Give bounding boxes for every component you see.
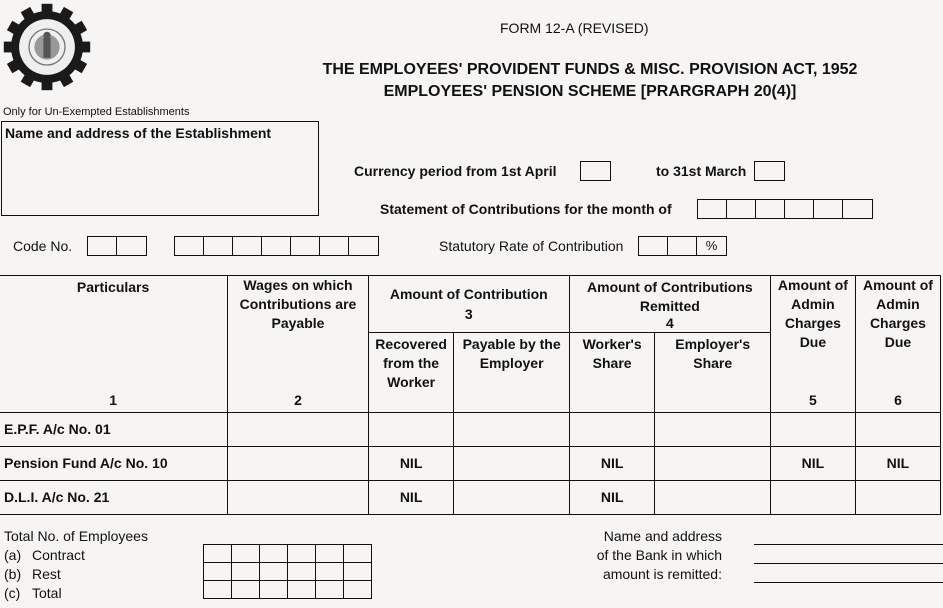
currency-from-field[interactable] — [580, 161, 611, 181]
count-box[interactable] — [260, 563, 288, 581]
cell-wages[interactable] — [228, 481, 369, 515]
employees-item-rest — [4, 565, 148, 584]
cell-particulars: Pension Fund A/c No. 10 — [0, 447, 228, 481]
act-title-line1: THE EMPLOYEES' PROVIDENT FUNDS & MISC. PROVISION ACT, 1952 — [322, 61, 858, 78]
column-number-3: 3 — [464, 306, 473, 322]
code-label: Code No. — [13, 238, 73, 254]
statement-month-field[interactable] — [697, 199, 873, 219]
code-number-box[interactable] — [291, 237, 320, 255]
header-employers-share: Employer's Share — [655, 333, 770, 413]
cell-employers-share[interactable] — [655, 447, 770, 481]
cell-workers-share[interactable]: NIL — [569, 447, 655, 481]
bank-label — [560, 527, 722, 584]
count-box[interactable] — [288, 581, 316, 599]
bank-address-line-2[interactable] — [754, 563, 943, 564]
rate-box[interactable] — [639, 237, 668, 255]
statutory-rate-label: Statutory Rate of Contribution — [439, 238, 624, 254]
count-box[interactable] — [232, 563, 260, 581]
currency-from-label: Currency period from 1st April — [354, 163, 557, 179]
cell-admin-5[interactable]: NIL — [770, 447, 855, 481]
cell-admin-5[interactable] — [770, 413, 855, 447]
bank-label-line2: of the Bank in which — [596, 547, 722, 563]
employees-section — [4, 527, 148, 603]
item-label: Total — [32, 585, 62, 601]
count-box[interactable] — [316, 563, 344, 581]
currency-to-label: to 31st March — [656, 163, 747, 179]
cell-recovered[interactable] — [368, 413, 454, 447]
cell-payable[interactable] — [454, 413, 569, 447]
establishment-label: Name and address of the Establishment — [5, 125, 272, 141]
rest-count-row — [204, 563, 372, 581]
code-prefix-field[interactable] — [87, 236, 147, 256]
month-box[interactable] — [843, 200, 872, 218]
header-wages — [228, 276, 369, 413]
month-box[interactable] — [756, 200, 785, 218]
employees-item-contract — [4, 546, 148, 565]
to-year-box[interactable] — [755, 162, 784, 180]
employees-item-total — [4, 584, 148, 603]
header-admin-5-label: Amount of Admin Charges Due — [777, 277, 848, 350]
count-box[interactable] — [260, 545, 288, 563]
month-box[interactable] — [698, 200, 727, 218]
cell-admin-5[interactable] — [770, 481, 855, 515]
form-title: FORM 12-A (REVISED) — [500, 20, 649, 36]
header-workers-share: Worker's Share — [569, 333, 655, 413]
header-remitted-label: Amount of Contributions Remitted — [587, 279, 753, 314]
employees-title: Total No. of Employees — [4, 528, 148, 544]
month-box[interactable] — [785, 200, 814, 218]
count-box[interactable] — [204, 563, 232, 581]
statement-month-label: Statement of Contributions for the month of — [380, 201, 672, 217]
cell-particulars: E.P.F. A/c No. 01 — [0, 413, 228, 447]
bank-address-line-3[interactable] — [754, 582, 943, 583]
table-row-epf — [0, 413, 941, 447]
total-count-row — [204, 581, 372, 599]
count-box[interactable] — [232, 581, 260, 599]
cell-employers-share[interactable] — [655, 481, 770, 515]
cell-payable[interactable] — [454, 447, 569, 481]
code-number-box[interactable] — [349, 237, 378, 255]
contract-count-row — [204, 545, 372, 563]
establishment-name-address-field[interactable] — [1, 121, 319, 216]
column-number-2: 2 — [294, 392, 302, 408]
count-box[interactable] — [316, 581, 344, 599]
table-row-dli — [0, 481, 941, 515]
item-prefix: (b) — [4, 566, 22, 582]
bank-label-line3: amount is remitted: — [602, 566, 722, 582]
cell-workers-share[interactable] — [569, 413, 655, 447]
header-particulars — [0, 276, 228, 413]
employees-count-grid — [203, 544, 372, 599]
count-box[interactable] — [288, 563, 316, 581]
count-box[interactable] — [204, 581, 232, 599]
header-admin-6 — [855, 276, 940, 413]
header-amount-contribution — [368, 276, 569, 333]
currency-to-field[interactable] — [754, 161, 785, 181]
exemption-note: Only for Un-Exempted Establishments — [3, 106, 190, 118]
column-number-4: 4 — [665, 315, 674, 331]
epfo-logo-icon — [2, 2, 92, 92]
header-payable: Payable by the Employer — [454, 333, 569, 413]
month-box[interactable] — [727, 200, 756, 218]
header-recovered: Recovered from the Worker — [368, 333, 454, 413]
header-amount-contribution-label: Amount of Contribution — [389, 286, 548, 302]
column-number-6: 6 — [894, 392, 902, 408]
code-number-box[interactable] — [233, 237, 262, 255]
code-prefix-box[interactable] — [117, 237, 146, 255]
count-box[interactable] — [204, 545, 232, 563]
act-title-line2: EMPLOYEES' PENSION SCHEME [PRARGRAPH 20(4)] — [383, 83, 797, 100]
cell-admin-6[interactable]: NIL — [855, 447, 940, 481]
count-box[interactable] — [344, 545, 372, 563]
code-number-box[interactable] — [262, 237, 291, 255]
column-number-1: 1 — [109, 392, 117, 408]
code-number-box[interactable] — [175, 237, 204, 255]
act-title — [240, 59, 940, 103]
from-year-box[interactable] — [581, 162, 610, 180]
count-box[interactable] — [344, 563, 372, 581]
rate-box[interactable] — [668, 237, 697, 255]
code-prefix-box[interactable] — [88, 237, 117, 255]
column-number-5: 5 — [809, 392, 817, 408]
item-prefix: (c) — [4, 585, 21, 601]
cell-employers-share[interactable] — [655, 413, 770, 447]
count-box[interactable] — [316, 545, 344, 563]
item-prefix: (a) — [4, 547, 22, 563]
header-remitted — [569, 276, 770, 333]
statutory-rate-field[interactable] — [638, 236, 727, 256]
code-number-box[interactable] — [320, 237, 349, 255]
header-wages-label: Wages on which Contributions are Payable — [239, 277, 357, 331]
count-box[interactable] — [344, 581, 372, 599]
item-label: Rest — [32, 566, 61, 582]
cell-payable[interactable] — [454, 481, 569, 515]
percent-sign: % — [705, 238, 718, 253]
cell-admin-6[interactable] — [855, 413, 940, 447]
month-box[interactable] — [814, 200, 843, 218]
cell-wages[interactable] — [228, 447, 369, 481]
code-number-field[interactable] — [174, 236, 379, 256]
cell-wages[interactable] — [228, 413, 369, 447]
cell-admin-6[interactable] — [855, 481, 940, 515]
code-number-box[interactable] — [204, 237, 233, 255]
cell-workers-share[interactable]: NIL — [569, 481, 655, 515]
cell-recovered[interactable]: NIL — [368, 481, 454, 515]
contributions-table — [0, 275, 941, 515]
count-box[interactable] — [288, 545, 316, 563]
count-box[interactable] — [260, 581, 288, 599]
header-admin-6-label: Amount of Admin Charges Due — [862, 277, 933, 350]
header-admin-5 — [770, 276, 855, 413]
bank-label-line1: Name and address — [603, 528, 722, 544]
cell-recovered[interactable]: NIL — [368, 447, 454, 481]
cell-particulars: D.L.I. A/c No. 21 — [0, 481, 228, 515]
count-box[interactable] — [232, 545, 260, 563]
item-label: Contract — [32, 547, 85, 563]
bank-address-line-1[interactable] — [754, 544, 943, 545]
header-particulars-label: Particulars — [76, 279, 150, 295]
table-row-pension — [0, 447, 941, 481]
